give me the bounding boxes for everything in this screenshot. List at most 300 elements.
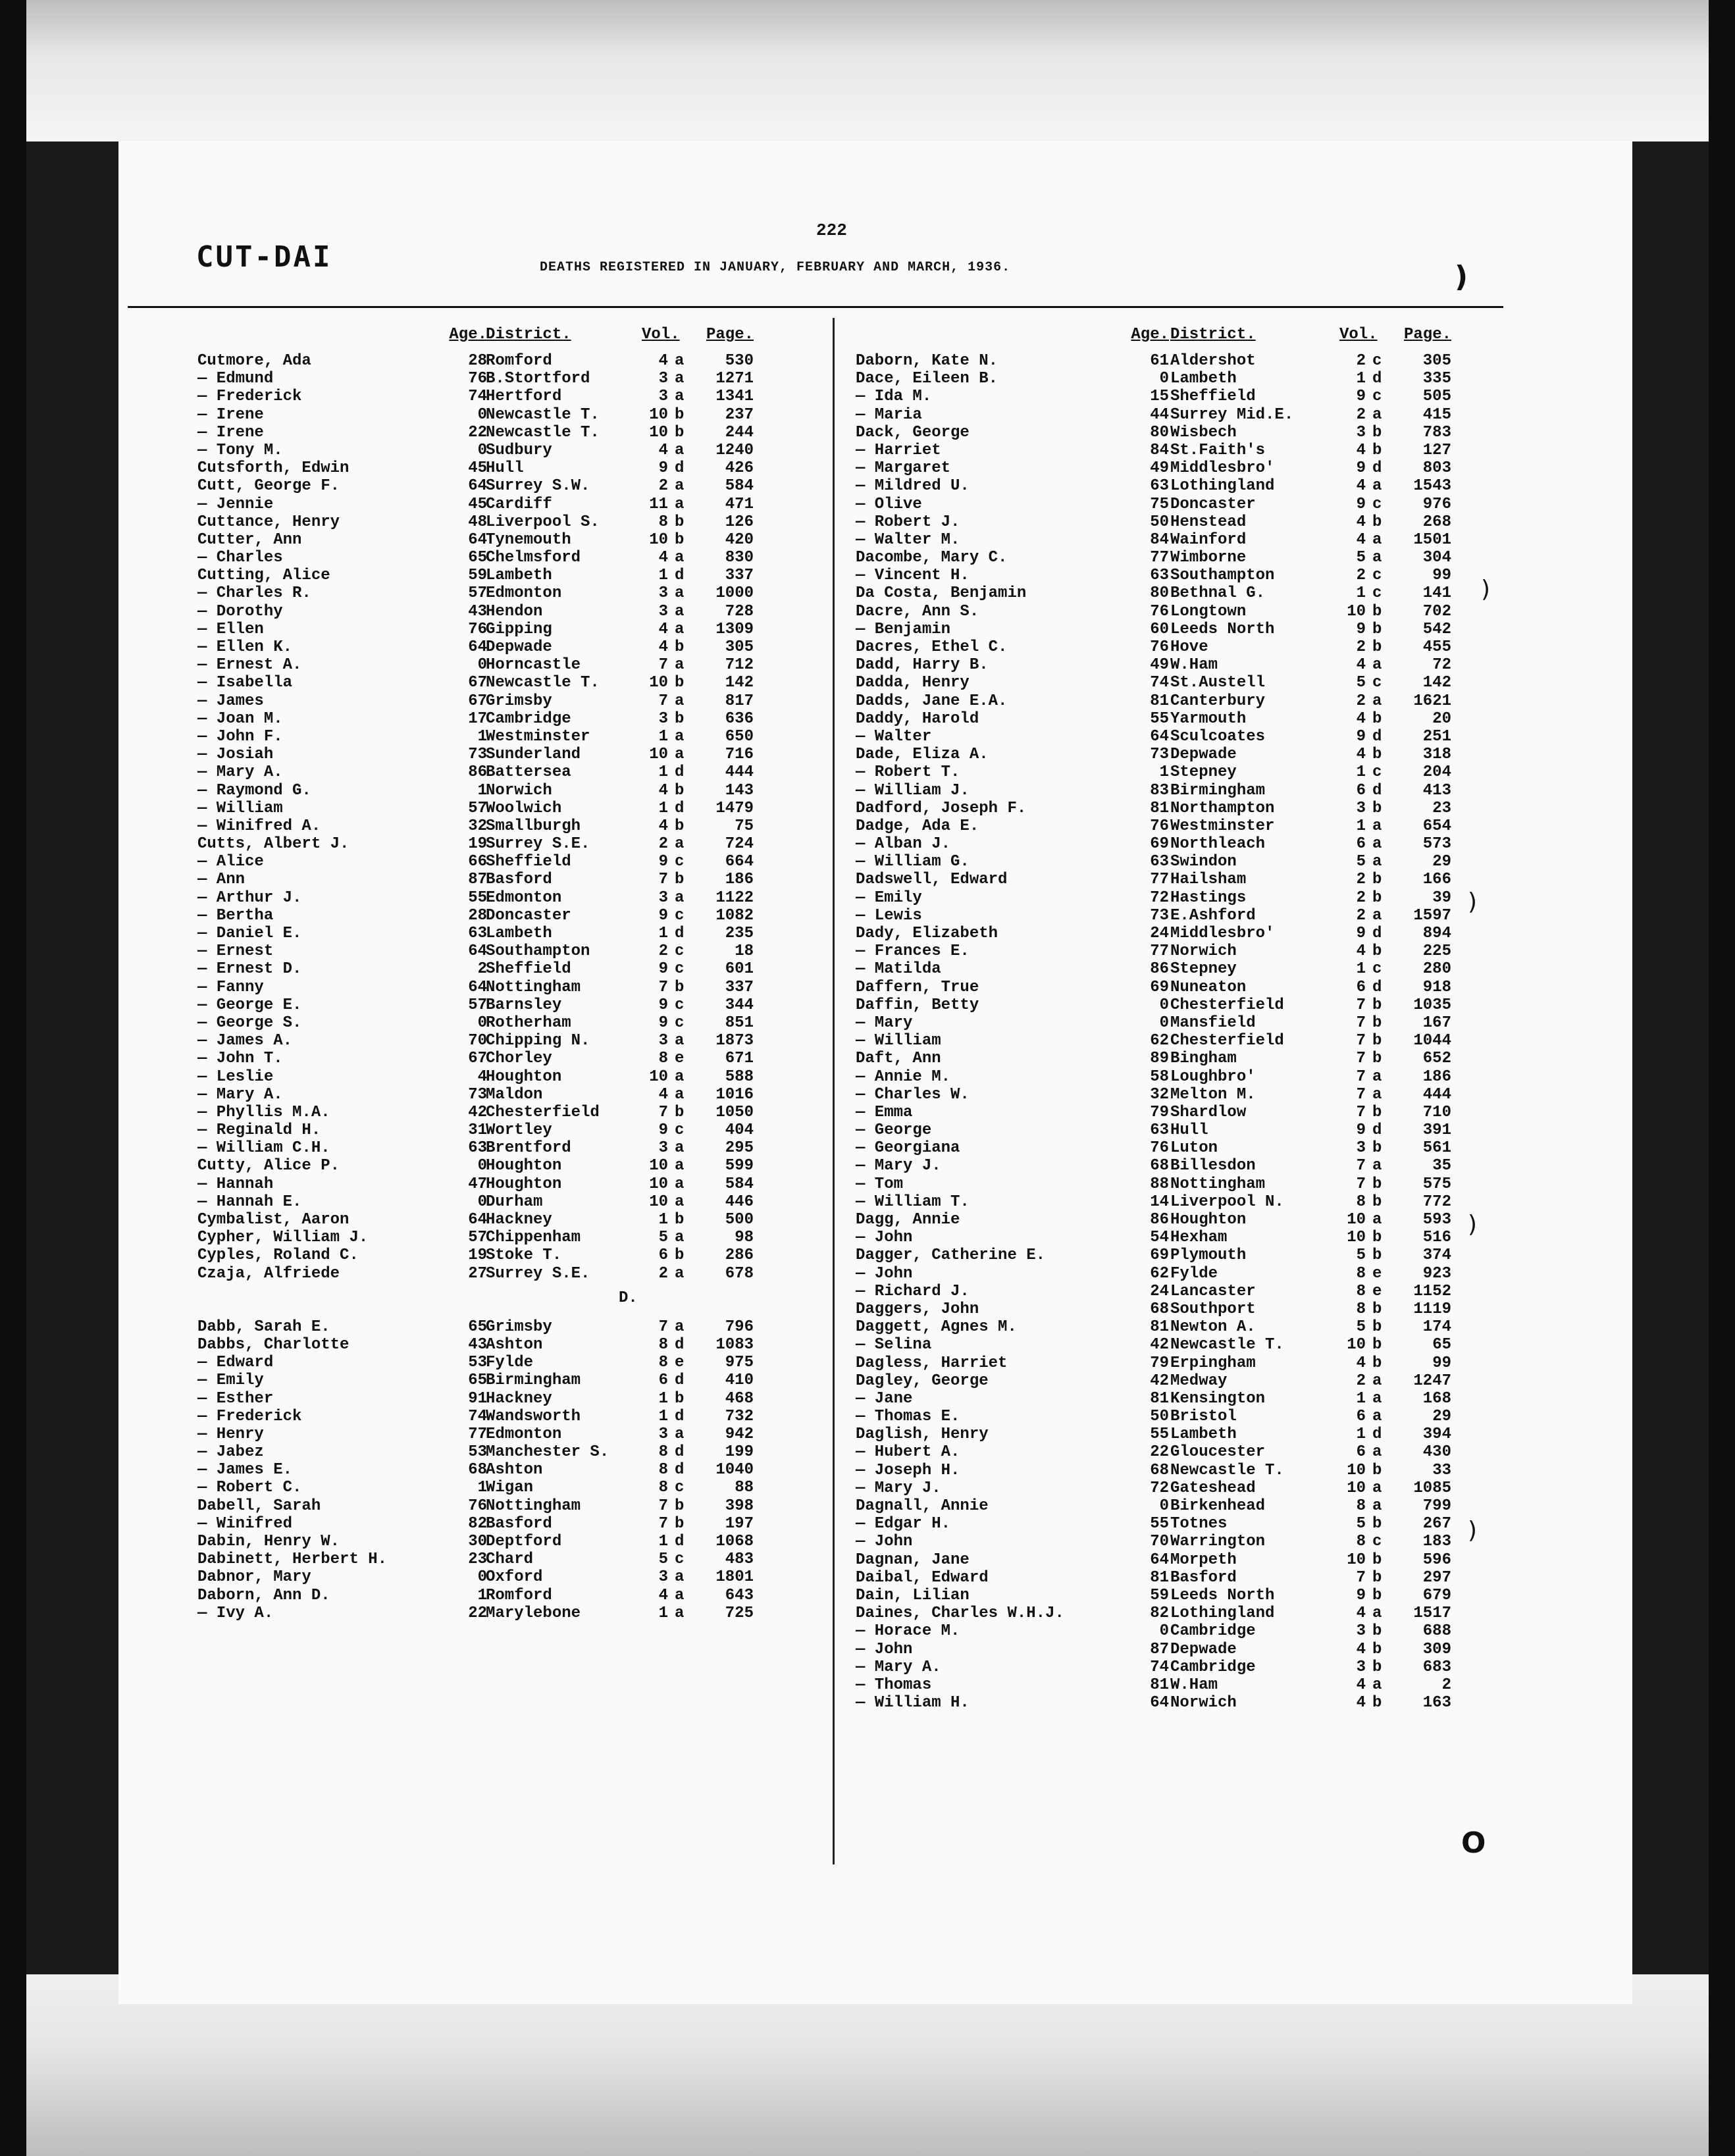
entry-volume-letter: c [675, 996, 685, 1014]
entry-volume-letter: b [1372, 996, 1382, 1014]
entry-page: 679 [1422, 1586, 1451, 1604]
entry-volume: 6 [658, 1372, 668, 1390]
register-entry [856, 406, 1514, 424]
entry-volume: 10 [649, 1193, 668, 1211]
entry-volume-letter: d [675, 1461, 685, 1479]
register-entry [856, 960, 1514, 978]
entry-volume: 8 [658, 1461, 668, 1479]
entry-volume-letter: c [675, 1551, 685, 1569]
entry-age: 73 [1150, 906, 1169, 925]
entry-age: 0 [1159, 1622, 1169, 1641]
entry-page: 374 [1422, 1246, 1451, 1265]
entry-district: Hackney [486, 1211, 552, 1229]
register-entry [197, 1211, 823, 1229]
entry-age: 50 [1150, 1408, 1169, 1426]
entry-volume: 9 [1356, 620, 1366, 638]
register-entry [197, 1032, 823, 1050]
entry-volume-letter: c [675, 906, 685, 925]
entry-volume-letter: a [675, 1568, 685, 1587]
entry-age: 63 [1150, 477, 1169, 496]
entry-name: — Ivy A. [197, 1604, 274, 1622]
entry-volume-letter: b [675, 1497, 685, 1515]
entry-district: Romford [486, 1586, 552, 1604]
entry-volume-letter: b [1372, 513, 1382, 531]
entry-volume-letter: a [675, 388, 685, 406]
entry-district: W.Ham [1170, 1676, 1218, 1694]
entry-volume: 2 [1356, 906, 1366, 925]
entry-district: Middlesbro' [1170, 459, 1275, 478]
entry-volume-letter: a [675, 1085, 685, 1104]
entry-name: Dagg, Annie [856, 1211, 960, 1229]
entry-page: 636 [725, 709, 754, 728]
entry-district: Southampton [1170, 567, 1275, 585]
entry-age: 67 [468, 692, 487, 710]
entry-name: — Charles [197, 549, 283, 567]
entry-name: — Walter [856, 727, 932, 746]
entry-age: 53 [468, 1354, 487, 1372]
entry-age: 31 [468, 1121, 487, 1140]
entry-page: 33 [1432, 1461, 1451, 1479]
entry-page: 142 [725, 674, 754, 692]
entry-volume: 5 [1356, 1318, 1366, 1337]
entry-volume-letter: d [675, 1335, 685, 1354]
entry-name: Daggers, John [856, 1300, 979, 1318]
entry-page: 337 [725, 567, 754, 585]
entry-volume: 7 [658, 692, 668, 710]
entry-page: 251 [1422, 727, 1451, 746]
entry-volume: 7 [658, 1318, 668, 1336]
entry-age: 22 [1150, 1443, 1169, 1462]
entry-page: 1119 [1413, 1300, 1451, 1318]
entry-district: Kensington [1170, 1389, 1266, 1408]
entry-volume-letter: b [1372, 1032, 1382, 1050]
entry-page: 725 [725, 1604, 754, 1622]
header-rule [128, 306, 1503, 308]
entry-page: 318 [1422, 746, 1451, 764]
entry-district: Gateshead [1170, 1479, 1256, 1497]
entry-name: — Alban J. [856, 835, 951, 854]
entry-page: 712 [725, 656, 754, 675]
entry-name: — Hannah E. [197, 1193, 302, 1211]
entry-volume-letter: a [1372, 405, 1382, 424]
entry-district: Liverpool S. [486, 513, 600, 531]
entry-age: 57 [468, 996, 487, 1014]
register-entry [856, 728, 1514, 746]
entry-name: — Benjamin [856, 620, 951, 638]
entry-district: Houghton [486, 1067, 562, 1086]
register-entry [197, 1336, 823, 1354]
entry-district: Lambeth [1170, 1425, 1237, 1444]
entry-age: 49 [1150, 459, 1169, 478]
entry-volume-letter: d [675, 1533, 685, 1551]
entry-volume: 8 [658, 1354, 668, 1372]
register-entry [856, 1641, 1514, 1658]
entry-district: Birmingham [486, 1372, 581, 1390]
register-entry [197, 782, 823, 800]
entry-volume-letter: c [1372, 352, 1382, 370]
entry-name: Dagless, Harriet [856, 1354, 1008, 1372]
register-entry [856, 1104, 1514, 1121]
entry-age: 54 [1150, 1229, 1169, 1247]
entry-name: — Irene [197, 405, 264, 424]
entry-volume: 9 [658, 853, 668, 871]
entry-age: 59 [1150, 1586, 1169, 1604]
entry-volume: 8 [1356, 1193, 1366, 1211]
entry-page: 710 [1422, 1103, 1451, 1121]
entry-page: 716 [725, 746, 754, 764]
entry-volume: 3 [658, 602, 668, 621]
entry-district: Sculcoates [1170, 727, 1266, 746]
entry-name: — Richard J. [856, 1282, 970, 1300]
entry-volume: 3 [1356, 1622, 1366, 1641]
entry-name: Dabb, Sarah E. [197, 1318, 330, 1336]
register-entry [197, 567, 823, 584]
entry-age: 0 [477, 1568, 487, 1587]
entry-volume-letter: a [675, 727, 685, 746]
entry-age: 72 [1150, 1479, 1169, 1497]
register-entry [856, 1569, 1514, 1587]
entry-name: — Mary A. [856, 1658, 941, 1676]
entry-volume: 1 [1356, 960, 1366, 979]
register-entry [856, 782, 1514, 800]
entry-age: 43 [468, 1335, 487, 1354]
entry-district: Wainford [1170, 530, 1247, 549]
entry-name: Dagnan, Jane [856, 1551, 970, 1569]
entry-age: 64 [468, 477, 487, 496]
entry-page: 1240 [715, 441, 754, 459]
entry-name: Cypher, William J. [197, 1229, 369, 1247]
entry-page: 1068 [715, 1533, 754, 1551]
entry-name: Dadswell, Edward [856, 871, 1008, 889]
entry-age: 0 [1159, 1014, 1169, 1032]
entry-district: Surrey S.E. [486, 1264, 590, 1283]
entry-volume: 4 [1356, 1354, 1366, 1372]
entry-page: 796 [725, 1318, 754, 1336]
entry-district: Mansfield [1170, 1014, 1256, 1032]
entry-volume-letter: a [1372, 1211, 1382, 1229]
entry-name: Dadda, Henry [856, 674, 970, 692]
entry-age: 55 [468, 888, 487, 907]
entry-age: 50 [1150, 513, 1169, 531]
entry-age: 0 [1159, 1497, 1169, 1515]
entry-district: Wortley [486, 1121, 552, 1140]
entry-volume-letter: a [675, 1157, 685, 1175]
entry-volume: 2 [1356, 352, 1366, 370]
entry-page: 976 [1422, 495, 1451, 513]
register-entry [856, 656, 1514, 674]
entry-age: 62 [1150, 1264, 1169, 1283]
entry-age: 1 [477, 727, 487, 746]
entry-age: 66 [468, 853, 487, 871]
entry-page: 335 [1422, 370, 1451, 388]
entry-volume-letter: d [675, 925, 685, 942]
entry-name: Dadds, Jane E.A. [856, 692, 1008, 710]
entry-name: — Reginald H. [197, 1121, 321, 1140]
entry-page: 1083 [715, 1335, 754, 1354]
entry-volume: 1 [658, 1604, 668, 1622]
entry-name: — John [856, 1533, 913, 1551]
entry-district: Shardlow [1170, 1103, 1247, 1121]
entry-volume-letter: a [675, 495, 685, 513]
entry-age: 69 [1150, 1246, 1169, 1265]
entry-volume: 2 [1356, 567, 1366, 585]
entry-page: 650 [725, 727, 754, 746]
entry-name: — Edgar H. [856, 1515, 951, 1533]
entry-volume-letter: a [1372, 835, 1382, 854]
entry-age: 1 [477, 781, 487, 800]
entry-district: Northampton [1170, 799, 1275, 817]
page-number: 222 [816, 220, 847, 240]
entry-name: — Ellen [197, 620, 264, 638]
entry-volume-letter: d [1372, 781, 1382, 800]
entry-volume: 3 [658, 1568, 668, 1587]
entry-volume-letter: c [675, 853, 685, 871]
page-header: Page. [706, 326, 754, 344]
entry-district: Hull [486, 459, 524, 478]
entry-volume-letter: c [1372, 763, 1382, 782]
register-entry [856, 1175, 1514, 1193]
entry-page: 29 [1432, 853, 1451, 871]
register-entry [856, 1265, 1514, 1283]
entry-volume-letter: a [675, 370, 685, 388]
entry-volume-letter: b [675, 1389, 685, 1408]
entry-page: 483 [725, 1551, 754, 1569]
entry-age: 83 [1150, 781, 1169, 800]
entry-age: 32 [1150, 1085, 1169, 1104]
entry-district: Lambeth [1170, 370, 1237, 388]
entry-volume: 5 [658, 1551, 668, 1569]
entry-district: Sheffield [486, 853, 571, 871]
entry-page: 295 [725, 1139, 754, 1158]
entry-volume-letter: b [1372, 638, 1382, 656]
entry-district: Gloucester [1170, 1443, 1266, 1462]
entry-age: 81 [1150, 799, 1169, 817]
entry-name: — Mary J. [856, 1157, 941, 1175]
entry-age: 65 [468, 549, 487, 567]
entry-volume-letter: d [675, 567, 685, 585]
entry-volume: 4 [1356, 709, 1366, 728]
entry-name: — Hubert A. [856, 1443, 960, 1462]
entry-name: — Emily [856, 888, 922, 907]
entry-volume-letter: a [1372, 477, 1382, 496]
entry-volume-letter: a [675, 835, 685, 854]
register-entry [856, 1390, 1514, 1408]
entry-page: 337 [725, 978, 754, 996]
entry-page: 168 [1422, 1389, 1451, 1408]
entry-page: 404 [725, 1121, 754, 1140]
entry-volume-letter: b [1372, 1175, 1382, 1193]
entry-district: Plymouth [1170, 1246, 1247, 1265]
register-entry [197, 853, 823, 871]
entry-page: 446 [725, 1193, 754, 1211]
entry-district: Melton M. [1170, 1085, 1256, 1104]
entry-volume: 7 [1356, 1568, 1366, 1587]
register-entry [197, 656, 823, 674]
entry-name: Daglish, Henry [856, 1425, 989, 1444]
entry-district: Hull [1170, 1121, 1208, 1140]
register-entry [856, 1139, 1514, 1157]
entry-page: 1479 [715, 799, 754, 817]
entry-name: — William [856, 1032, 941, 1050]
entry-district: Hexham [1170, 1229, 1228, 1247]
register-entry [197, 1372, 823, 1389]
entry-volume-letter: b [1372, 942, 1382, 961]
register-entry [856, 352, 1514, 370]
entry-age: 73 [1150, 746, 1169, 764]
entry-page: 2 [1441, 1676, 1451, 1694]
right-column [856, 326, 1514, 1712]
district-header: District. [486, 326, 571, 344]
entry-volume-letter: b [675, 1211, 685, 1229]
entry-volume: 10 [649, 1175, 668, 1193]
register-entry [197, 1425, 823, 1443]
entry-name: — Emma [856, 1103, 913, 1121]
entry-volume: 4 [658, 638, 668, 656]
entry-volume: 10 [649, 1067, 668, 1086]
entry-volume: 9 [658, 459, 668, 478]
entry-volume-letter: a [1372, 1389, 1382, 1408]
entry-volume: 3 [1356, 1139, 1366, 1158]
entry-age: 80 [1150, 584, 1169, 603]
entry-volume-letter: a [675, 1032, 685, 1050]
entry-age: 42 [1150, 1336, 1169, 1354]
entry-volume: 7 [1356, 1067, 1366, 1086]
entry-district: Sunderland [486, 746, 581, 764]
entry-age: 74 [468, 388, 487, 406]
entry-district: Sudbury [486, 441, 552, 459]
entry-district: Newcastle T. [486, 423, 600, 442]
entry-page: 88 [735, 1479, 754, 1497]
entry-volume-letter: a [675, 602, 685, 621]
register-entry [856, 1157, 1514, 1175]
entry-volume: 9 [1356, 388, 1366, 406]
entry-volume: 10 [1347, 1336, 1366, 1354]
entry-district: Houghton [486, 1157, 562, 1175]
entry-district: Cambridge [1170, 1622, 1256, 1641]
entry-volume: 9 [1356, 1121, 1366, 1140]
entry-volume-letter: a [675, 1318, 685, 1336]
entry-page: 894 [1422, 925, 1451, 942]
entry-page: 394 [1422, 1425, 1451, 1444]
entry-name: — Jabez [197, 1443, 264, 1462]
entry-age: 74 [1150, 1658, 1169, 1676]
entry-page: 183 [1422, 1533, 1451, 1551]
entry-district: Southport [1170, 1300, 1256, 1318]
entry-name: — Bertha [197, 906, 274, 925]
entry-name: — Ernest [197, 942, 274, 961]
entry-page: 1122 [715, 888, 754, 907]
entry-volume: 7 [658, 1103, 668, 1121]
entry-district: Deptford [486, 1533, 562, 1551]
entry-district: Houghton [486, 1175, 562, 1193]
entry-district: Stepney [1170, 763, 1237, 782]
entry-age: 0 [477, 405, 487, 424]
entry-district: St.Faith's [1170, 441, 1266, 459]
entry-name: — Dorothy [197, 602, 283, 621]
entry-volume: 5 [1356, 853, 1366, 871]
entry-volume-letter: b [1372, 1461, 1382, 1479]
entry-name: Cuttance, Henry [197, 513, 340, 531]
entry-volume: 9 [658, 906, 668, 925]
entry-age: 27 [468, 1264, 487, 1283]
entry-page: 1040 [715, 1461, 754, 1479]
entry-district: Chesterfield [1170, 1032, 1284, 1050]
column-header [856, 326, 1514, 352]
entry-volume: 4 [658, 1085, 668, 1104]
entry-age: 76 [1150, 638, 1169, 656]
register-entry [856, 1658, 1514, 1676]
entry-age: 17 [468, 709, 487, 728]
entry-volume-letter: b [675, 1246, 685, 1265]
register-entry [856, 549, 1514, 567]
entry-name: — Maria [856, 405, 922, 424]
register-entry [197, 496, 823, 513]
entry-volume: 1 [658, 727, 668, 746]
entry-age: 91 [468, 1389, 487, 1408]
register-entry [856, 710, 1514, 728]
entry-age: 82 [468, 1514, 487, 1533]
entry-page: 186 [725, 871, 754, 889]
entry-volume-letter: d [1372, 978, 1382, 996]
register-entry [197, 710, 823, 728]
entry-page: 573 [1422, 835, 1451, 854]
entry-volume-letter: b [1372, 799, 1382, 817]
entry-age: 42 [1150, 1372, 1169, 1390]
entry-page: 643 [725, 1586, 754, 1604]
entry-name: — Fanny [197, 978, 264, 996]
entry-volume-letter: a [675, 477, 685, 496]
entry-page: 420 [725, 530, 754, 549]
entry-age: 77 [1150, 549, 1169, 567]
entry-volume: 6 [658, 1246, 668, 1265]
entry-volume: 1 [658, 799, 668, 817]
entry-district: Nottingham [486, 1497, 581, 1515]
entry-volume: 4 [1356, 746, 1366, 764]
entry-district: Romford [486, 352, 552, 370]
entry-district: Lothingland [1170, 1604, 1275, 1623]
entry-volume-letter: a [1372, 1372, 1382, 1390]
entry-age: 49 [1150, 656, 1169, 675]
entry-age: 64 [1150, 727, 1169, 746]
entry-volume-letter: a [675, 584, 685, 603]
entry-volume-letter: d [1372, 1121, 1382, 1140]
entry-name: — Mary J. [856, 1479, 941, 1497]
entry-age: 30 [468, 1533, 487, 1551]
entry-volume-letter: c [1372, 567, 1382, 585]
entry-volume: 7 [1356, 1014, 1366, 1032]
entry-volume: 4 [1356, 477, 1366, 496]
entry-page: 142 [1422, 674, 1451, 692]
entry-page: 65 [1432, 1336, 1451, 1354]
entry-name: — Arthur J. [197, 888, 302, 907]
register-entry [197, 584, 823, 602]
entry-page: 415 [1422, 405, 1451, 424]
entry-age: 0 [477, 1193, 487, 1211]
entry-volume: 3 [658, 388, 668, 406]
entry-volume: 2 [1356, 871, 1366, 889]
entry-page: 683 [1422, 1658, 1451, 1676]
register-entry [856, 1676, 1514, 1694]
entry-volume: 7 [658, 978, 668, 996]
entry-age: 55 [1150, 709, 1169, 728]
entry-name: Dabin, Henry W. [197, 1533, 340, 1551]
entry-age: 67 [468, 674, 487, 692]
entry-page: 975 [725, 1354, 754, 1372]
entry-volume-letter: a [1372, 1157, 1382, 1175]
entry-age: 23 [468, 1551, 487, 1569]
entry-name: — Frederick [197, 1407, 302, 1425]
entry-age: 82 [1150, 1604, 1169, 1623]
